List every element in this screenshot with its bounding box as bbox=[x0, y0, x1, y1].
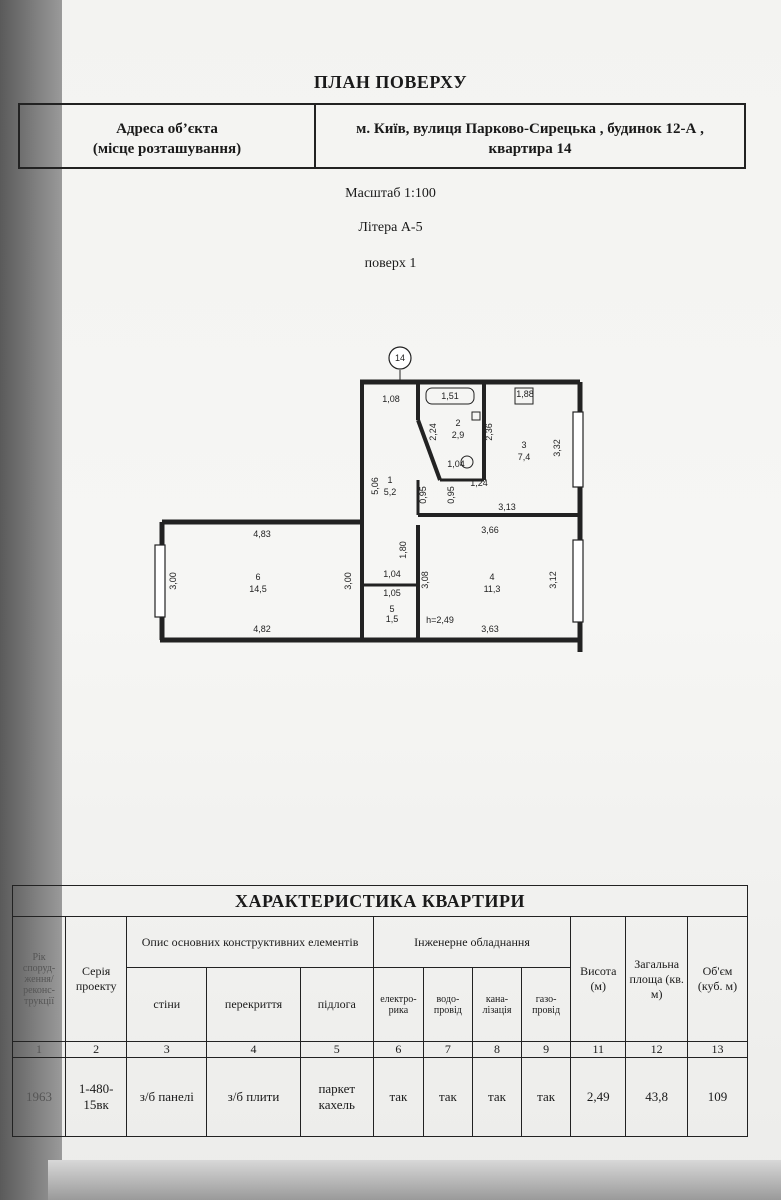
value-gas: так bbox=[522, 1058, 571, 1137]
dim-label: 2,36 bbox=[484, 423, 494, 441]
room-3-number: 3 bbox=[521, 440, 527, 450]
room-5-area: 1,5 bbox=[385, 614, 399, 624]
scale-label: Масштаб 1:100 bbox=[345, 186, 436, 201]
dim-label: 1,51 bbox=[441, 391, 459, 401]
col-number: 4 bbox=[207, 1042, 300, 1058]
header-slabs: перекриття bbox=[207, 968, 300, 1042]
col-number: 9 bbox=[522, 1042, 571, 1058]
dim-label: 1,04 bbox=[383, 569, 401, 579]
value-floor-line1: паркет bbox=[318, 1081, 356, 1096]
room-1-number: 1 bbox=[387, 475, 393, 485]
dim-label: 1,05 bbox=[383, 588, 401, 598]
col-number: 7 bbox=[423, 1042, 472, 1058]
address-label bbox=[20, 119, 314, 159]
value-year: 1963 bbox=[13, 1058, 66, 1137]
value-slabs: з/б плити bbox=[207, 1058, 300, 1137]
dim-label: 1,24 bbox=[470, 478, 488, 488]
header-structural: Опис основних конструктивних елементів bbox=[127, 917, 374, 968]
apartment-number-marker: 14 bbox=[394, 353, 406, 363]
header-gas: газо-провід bbox=[522, 968, 571, 1042]
header-height: Висота (м) bbox=[571, 917, 626, 1042]
value-series: 1-480-15вк bbox=[66, 1058, 127, 1137]
height-label: h=2,49 bbox=[426, 615, 454, 625]
floor-plan-drawing bbox=[130, 340, 590, 670]
value-floor-line2: кахель bbox=[318, 1097, 355, 1112]
col-number: 1 bbox=[13, 1042, 66, 1058]
value-height: 2,49 bbox=[571, 1058, 626, 1137]
col-number: 5 bbox=[300, 1042, 373, 1058]
value-floor bbox=[300, 1058, 373, 1137]
value-sewer: так bbox=[472, 1058, 521, 1137]
col-number: 12 bbox=[626, 1042, 688, 1058]
header-volume: Об'єм (куб. м) bbox=[687, 917, 747, 1042]
header-walls: стіни bbox=[127, 968, 207, 1042]
header-year: Рік споруд-ження/ реконс-трукції bbox=[13, 917, 66, 1042]
dim-label: 3,00 bbox=[343, 572, 353, 590]
address-box bbox=[18, 103, 746, 169]
col-number: 3 bbox=[127, 1042, 207, 1058]
dim-label: 0,95 bbox=[446, 486, 456, 504]
value-electric: так bbox=[373, 1058, 423, 1137]
address-value bbox=[316, 119, 744, 159]
header-electric: електро-рика bbox=[373, 968, 423, 1042]
dim-label: 3,63 bbox=[481, 624, 499, 634]
header-engineering: Інженерне обладнання bbox=[373, 917, 570, 968]
table-title: ХАРАКТЕРИСТИКА КВАРТИРИ bbox=[13, 886, 748, 917]
room-1-area: 5,2 bbox=[383, 487, 397, 497]
characteristics-table-wrap bbox=[12, 885, 748, 1137]
dim-label: 3,12 bbox=[548, 571, 558, 589]
dim-label: 1,08 bbox=[382, 394, 400, 404]
col-number: 11 bbox=[571, 1042, 626, 1058]
header-sewer: кана-лізація bbox=[472, 968, 521, 1042]
characteristics-table bbox=[12, 885, 748, 1137]
col-number: 6 bbox=[373, 1042, 423, 1058]
value-total-area: 43,8 bbox=[626, 1058, 688, 1137]
dim-label: 3,32 bbox=[552, 439, 562, 457]
address-value-line2: квартира 14 bbox=[488, 141, 572, 157]
room-4-number: 4 bbox=[489, 572, 495, 582]
room-5-number: 5 bbox=[389, 604, 395, 614]
col-number: 2 bbox=[66, 1042, 127, 1058]
dim-label: 3,13 bbox=[498, 502, 516, 512]
dim-label: 3,00 bbox=[168, 572, 178, 590]
header-series: Серія проекту bbox=[66, 917, 127, 1042]
room-2-number: 2 bbox=[455, 418, 461, 428]
value-volume: 109 bbox=[687, 1058, 747, 1137]
room-6-area: 14,5 bbox=[249, 584, 267, 594]
col-number: 8 bbox=[472, 1042, 521, 1058]
page-title: ПЛАН ПОВЕРХУ bbox=[313, 72, 468, 92]
address-label-line2: (місце розташування) bbox=[92, 141, 242, 157]
dim-label: 0,95 bbox=[418, 486, 428, 504]
dim-label: 3,08 bbox=[420, 571, 430, 589]
header-floor: підлога bbox=[300, 968, 373, 1042]
address-label-line1: Адреса об’єкта bbox=[116, 121, 218, 137]
header-water: водо-провід bbox=[423, 968, 472, 1042]
page-bottom-edge bbox=[48, 1160, 781, 1200]
dim-label: 3,66 bbox=[481, 525, 499, 535]
address-value-line1: м. Київ, вулиця Парково-Сирецька , будинок 12-А , bbox=[356, 121, 704, 137]
dim-label: 2,24 bbox=[428, 423, 438, 441]
dim-label: 1,80 bbox=[398, 541, 408, 559]
dim-label: 4,83 bbox=[253, 529, 271, 539]
dim-label: 4,82 bbox=[253, 624, 271, 634]
room-3-area: 7,4 bbox=[517, 452, 531, 462]
dim-label: 1,04 bbox=[447, 459, 465, 469]
room-6-number: 6 bbox=[255, 572, 261, 582]
room-4-area: 11,3 bbox=[483, 584, 501, 594]
col-number: 13 bbox=[687, 1042, 747, 1058]
value-water: так bbox=[423, 1058, 472, 1137]
floor-label: поверх 1 bbox=[364, 256, 417, 271]
header-total-area: Загальна площа (кв. м) bbox=[626, 917, 688, 1042]
room-2-area: 2,9 bbox=[451, 430, 465, 440]
value-walls: з/б панелі bbox=[127, 1058, 207, 1137]
dim-label: 5,06 bbox=[370, 477, 380, 495]
dim-label: 1,88 bbox=[516, 389, 534, 399]
litera-label: Літера А-5 bbox=[358, 220, 423, 235]
